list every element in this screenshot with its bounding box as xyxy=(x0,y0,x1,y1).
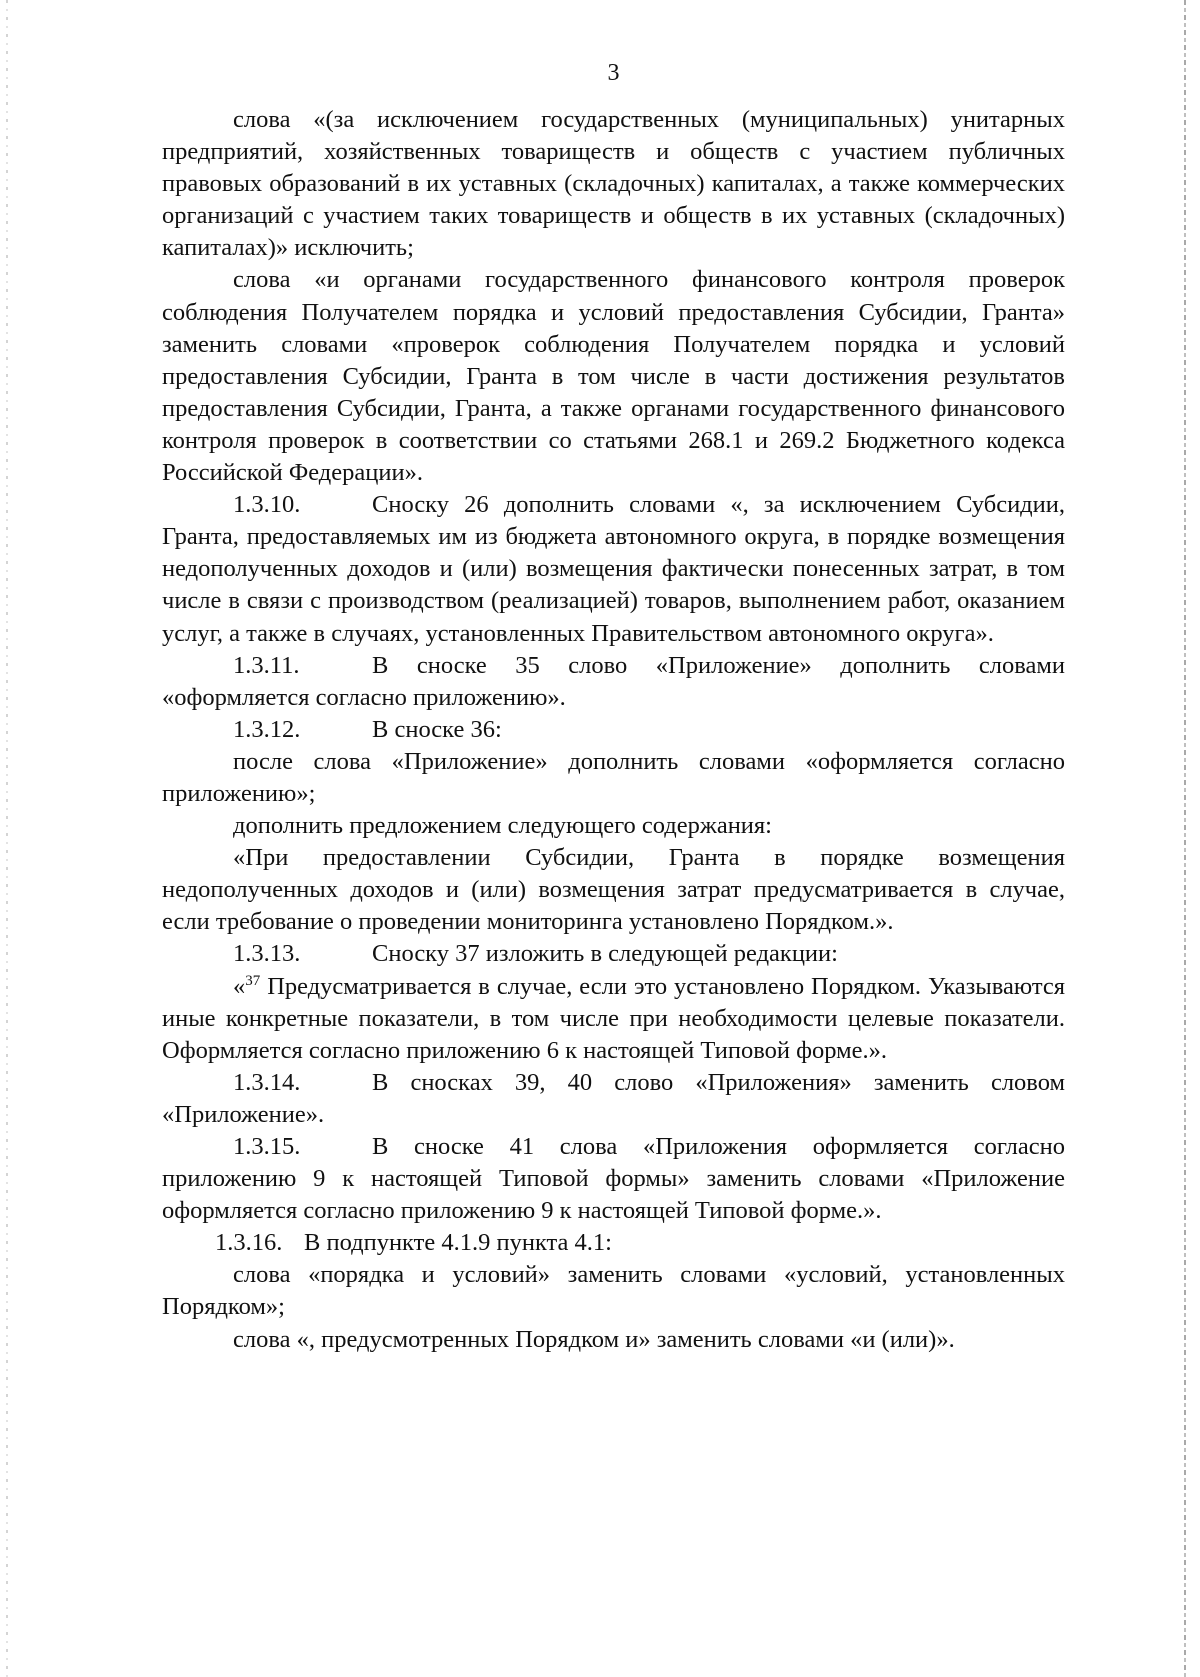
clause-text: Сноску 26 дополнить словами «, за исключением Субсидии, Гранта, предоставляемых им из бюджета автономного округа, в порядке возмещения недополученных доходов и (или) возмещения фактически понесенных затрат, в том числе в связи с производством (реализацией) товаров, выполнением работ, оказанием услуг, а также в случаях, установленных Правительством автономного округа». xyxy=(162,491,1065,647)
paragraph: дополнить предложением следующего содержания: xyxy=(233,812,772,840)
clause-text: Сноску 37 изложить в следующей редакции: xyxy=(372,940,838,968)
scan-edge-right xyxy=(1184,0,1186,1677)
paragraph: слова «и органами государственного финансового контроля проверок соблюдения Получателем порядка и условий предоставления Субсидии, Гранта» заменить словами «проверок соблюдения Получателем порядка и условий предоставления Субсидии, Гранта в том числе в части достижения результатов предоставления Субсидии, Гранта, а также органами государственного финансового контроля проверок в соответствии со статьями 268.1 и 269.2 Бюджетного кодекса Российской Федерации». xyxy=(162,266,1065,487)
footnote-text-paragraph xyxy=(162,971,1065,1067)
scan-edge-left xyxy=(6,0,8,1677)
clause-paragraph xyxy=(162,1131,1065,1227)
clause-paragraph xyxy=(162,1067,1065,1131)
clause-number: 1.3.13. xyxy=(233,940,301,968)
clause-number: 1.3.11. xyxy=(233,651,300,679)
clause-number: 1.3.10. xyxy=(233,491,301,519)
page-number: 3 xyxy=(607,60,620,86)
clause-paragraph xyxy=(162,489,1065,649)
clause-number: 1.3.15. xyxy=(233,1133,301,1160)
clause-paragraph xyxy=(162,714,1065,746)
clause-text: В сносках 39, 40 слово «Приложения» заменить словом «Приложение». xyxy=(162,1068,1065,1128)
clause-paragraph xyxy=(162,650,1065,714)
clause-number: 1.3.14. xyxy=(233,1068,301,1096)
clause-number: 1.3.12. xyxy=(233,715,301,743)
clause-number: 1.3.16. xyxy=(215,1229,283,1257)
clause-text: В сноске 36: xyxy=(372,715,502,743)
paragraph: слова «порядка и условий» заменить словами «условий, установленных Порядком»; xyxy=(162,1261,1065,1321)
paragraph: слова «, предусмотренных Порядком и» заменить словами «и (или)». xyxy=(233,1325,955,1353)
clause-text: В сноске 35 слово «Приложение» дополнить словами «оформляется согласно приложению». xyxy=(162,651,1065,711)
clause-text: В подпункте 4.1.9 пункта 4.1: xyxy=(304,1229,612,1257)
clause-paragraph xyxy=(162,938,1065,970)
clause-text: В сноске 41 слова «Приложения оформляется согласно приложению 9 к настоящей Типовой формы» заменить словами «Приложение оформляется согласно приложению 9 к настоящей Типовой форме.». xyxy=(162,1133,1065,1225)
document-page xyxy=(162,58,1065,1356)
paragraph: после слова «Приложение» дополнить словами «оформляется согласно приложению»; xyxy=(162,747,1065,807)
paragraph: слова «(за исключением государственных (муниципальных) унитарных предприятий, хозяйственных товариществ и обществ с участием публичных правовых образований в их уставных (складочных) капиталах, а также коммерческих организаций с участием таких товариществ и обществ в их уставных (складочных) капиталах)» исключить; xyxy=(162,106,1065,262)
footnote-text: Предусматривается в случае, если это установлено Порядком. Указываются иные конкретные показатели, в том числе при необходимости целевые показатели. Оформляется согласно приложению 6 к настоящей Типовой форме.». xyxy=(162,972,1065,1064)
quote-open: « xyxy=(233,972,246,1000)
clause-paragraph xyxy=(162,1227,1065,1259)
paragraph: «При предоставлении Субсидии, Гранта в порядке возмещения недополученных доходов и (или) возмещения затрат предусматривается в случае, если требование о проведении мониторинга установлено Порядком.». xyxy=(162,844,1065,936)
footnote-superscript: 37 xyxy=(245,972,261,989)
